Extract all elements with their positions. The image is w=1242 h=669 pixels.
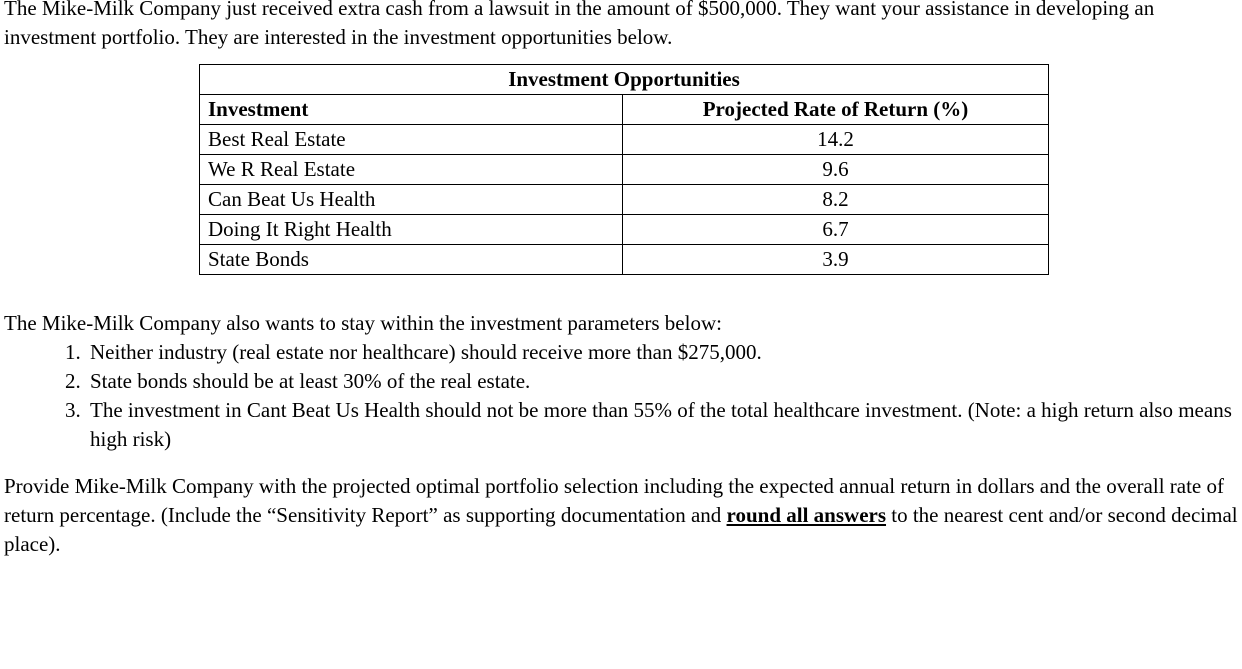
- table-row: [200, 245, 1049, 275]
- investment-rate: 8.2: [623, 185, 1049, 215]
- closing-text-before: Provide Mike-Milk Company with the projected optimal portfolio selection including the expected annual return in dollars and the overall rate of return percentage. (Include the “Sensitivity Report” as supporting documentation and: [4, 474, 1224, 527]
- table-row: [200, 125, 1049, 155]
- table-row: [200, 215, 1049, 245]
- investment-rate: 9.6: [623, 155, 1049, 185]
- parameter-item: 3. The investment in Cant Beat Us Health should not be more than 55% of the total healthcare investment. (Note: a high return also means high risk): [86, 396, 1240, 454]
- table-row: [200, 185, 1049, 215]
- investment-name: Can Beat Us Health: [200, 185, 623, 215]
- parameters-list: [4, 338, 1240, 454]
- closing-paragraph: [4, 472, 1242, 559]
- document-page: [4, 0, 1240, 559]
- parameter-item: 2. State bonds should be at least 30% of the real estate.: [86, 367, 1240, 396]
- header-investment: Investment: [200, 95, 623, 125]
- table-row: [200, 155, 1049, 185]
- investment-opportunities-table: [199, 64, 1049, 275]
- investment-rate: 3.9: [623, 245, 1049, 275]
- header-rate-of-return: Projected Rate of Return (%): [623, 95, 1049, 125]
- investment-rate: 6.7: [623, 215, 1049, 245]
- intro-paragraph: The Mike-Milk Company just received extra cash from a lawsuit in the amount of $500,000. They want your assistance in developing an investment portfolio. They are interested in the investment opportunities below.: [4, 0, 1155, 49]
- parameters-intro: The Mike-Milk Company also wants to stay within the investment parameters below:: [4, 311, 722, 335]
- investment-name: Doing It Right Health: [200, 215, 623, 245]
- table-header-row: [200, 95, 1049, 125]
- investment-table-container: [199, 64, 1049, 275]
- closing-text-after: to the nearest cent and/or second decimal place).: [4, 503, 1238, 556]
- closing-emphasis: round all answers: [726, 503, 887, 527]
- investment-rate: 14.2: [623, 125, 1049, 155]
- investment-name: We R Real Estate: [200, 155, 623, 185]
- investment-name: State Bonds: [200, 245, 623, 275]
- table-caption: Investment Opportunities: [200, 65, 1049, 95]
- table-caption-row: [200, 65, 1049, 95]
- parameter-item: 1. Neither industry (real estate nor healthcare) should receive more than $275,000.: [86, 338, 1240, 367]
- investment-name: Best Real Estate: [200, 125, 623, 155]
